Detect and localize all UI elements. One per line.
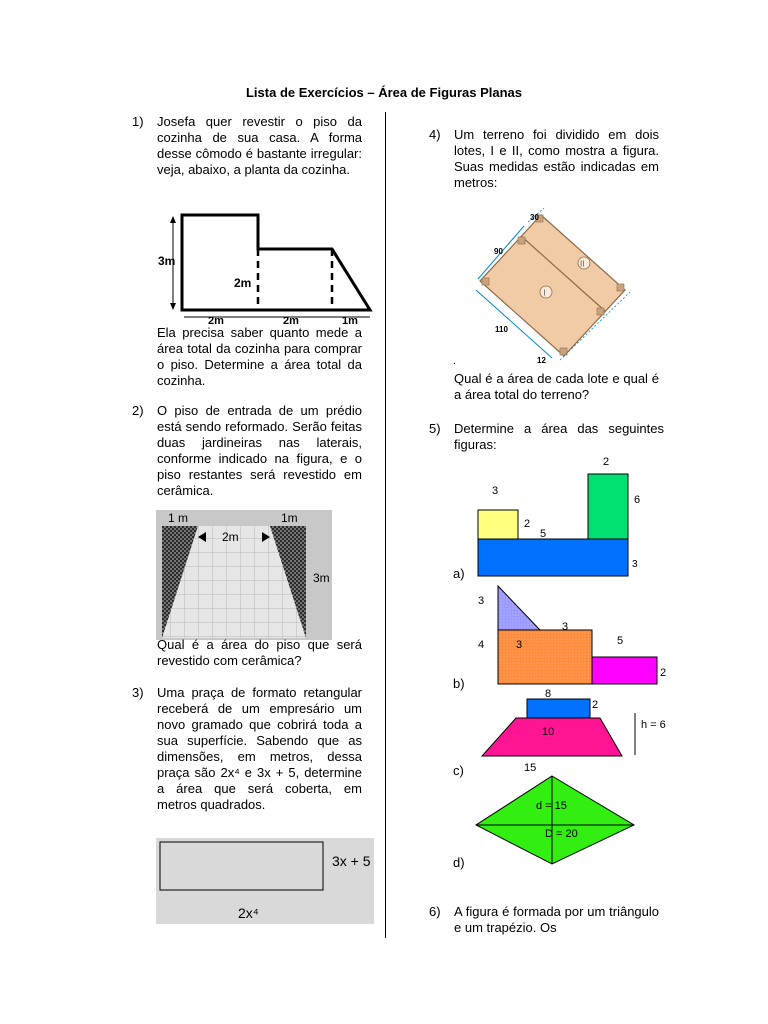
page-title: Lista de Exercícios – Área de Figuras Planas bbox=[245, 85, 522, 100]
fig-d-label: D = 20 bbox=[545, 828, 578, 840]
fig-c-label: 8 bbox=[545, 688, 552, 700]
fig-a-label: 2 bbox=[603, 456, 610, 468]
question-text: Josefa quer revestir o piso da cozinha de sua casa. A forma desse cômodo é bastante irregular: veja, abaixo, a planta da cozinha. bbox=[157, 114, 362, 177]
fig-a-label: 2 bbox=[524, 518, 531, 530]
question-text: Qual é a área de cada lote e qual é a área total do terreno? bbox=[454, 371, 659, 402]
height-label: 3m bbox=[158, 254, 176, 268]
left-width-label: 1 m bbox=[168, 511, 189, 525]
fig-b-label: 3 bbox=[478, 595, 485, 607]
land-lots-figure bbox=[472, 208, 642, 368]
height-label: 3m bbox=[313, 571, 330, 585]
question-number: 2) bbox=[132, 403, 144, 418]
fig-b-label: 3 bbox=[516, 639, 523, 651]
fig-d-label: d = 15 bbox=[536, 800, 567, 812]
base-label-3: 1m bbox=[342, 315, 358, 327]
fig-c-label: 2 bbox=[592, 699, 599, 711]
question-number: 5) bbox=[429, 421, 441, 436]
figure-a bbox=[470, 452, 650, 582]
base-label-2: 2m bbox=[283, 315, 299, 327]
side-label: 3x + 5 bbox=[332, 853, 371, 869]
question-text: Qual é a área do piso que será revestido com cerâmica? bbox=[157, 637, 362, 668]
question-text: Ela precisa saber quanto mede a área total da cozinha para comprar o piso. Determine a área total da cozinha. bbox=[157, 325, 362, 388]
dimension-30: 30 bbox=[530, 213, 539, 222]
question-text: Determine a área das seguintes figuras: bbox=[454, 421, 664, 452]
question-number: 1) bbox=[132, 114, 144, 129]
column-divider bbox=[385, 112, 386, 938]
question-number: 3) bbox=[132, 685, 144, 700]
figure-c bbox=[478, 685, 678, 760]
dimension-12: 12 bbox=[537, 356, 546, 365]
question-number: 6) bbox=[429, 904, 441, 919]
figure-letter: d) bbox=[453, 855, 465, 870]
question-text: Um terreno foi dividido em dois lotes, I e II, como mostra a figura. Suas medidas estão indicadas em metros: bbox=[454, 127, 659, 190]
kitchen-floor-plan bbox=[158, 208, 378, 328]
fig-d-label: 15 bbox=[524, 762, 537, 774]
question-number: 4) bbox=[429, 127, 441, 142]
figure-d bbox=[470, 760, 650, 868]
dimension-110: 110 bbox=[495, 325, 508, 334]
inner-height-label: 2m bbox=[234, 276, 252, 290]
fig-b-label: 5 bbox=[617, 635, 624, 647]
question-text: A figura é formada por um triângulo e um trapézio. Os bbox=[454, 904, 659, 935]
figure-letter: a) bbox=[453, 566, 465, 581]
square-rectangle-figure bbox=[156, 838, 376, 926]
fig-c-label: h = 6 bbox=[641, 719, 666, 731]
base-label: 2x⁴ bbox=[238, 905, 259, 921]
fig-a-label: 6 bbox=[634, 494, 641, 506]
fig-b-label: 4 bbox=[478, 639, 485, 651]
figure-letter: b) bbox=[453, 676, 465, 691]
figure-b bbox=[470, 584, 670, 689]
entrance-floor-figure bbox=[156, 510, 336, 642]
question-text: Uma praça de formato retangular receberá de um empresário um novo gramado que cobrirá toda a sua superfície. Sabendo que as dimensões, em metros, dessa praça são 2x⁴ e 3x + 5, determine a área que será coberta, em metros quadrados. bbox=[157, 685, 362, 812]
fig-a-label: 3 bbox=[492, 485, 499, 497]
fig-c-label: 10 bbox=[542, 726, 555, 738]
fig-a-label: 3 bbox=[632, 559, 638, 570]
fig-a-label: 5 bbox=[540, 528, 547, 540]
figure-letter: c) bbox=[453, 763, 464, 778]
middle-width-label: 2m bbox=[222, 530, 239, 544]
base-label-1: 2m bbox=[208, 315, 224, 327]
lot-1-label: I bbox=[543, 288, 546, 298]
figure-dot: . bbox=[453, 356, 456, 367]
fig-b-label: 3 bbox=[562, 621, 569, 633]
question-text: O piso de entrada de um prédio está sendo reformado. Serão feitas duas jardineiras nas laterais, conforme indicado na figura, e o piso restantes será revestido em cerâmica. bbox=[157, 403, 362, 498]
lot-2-label: II bbox=[580, 259, 585, 269]
dimension-90: 90 bbox=[494, 247, 503, 256]
right-width-label: 1m bbox=[281, 511, 298, 525]
fig-b-label: 2 bbox=[660, 667, 667, 679]
